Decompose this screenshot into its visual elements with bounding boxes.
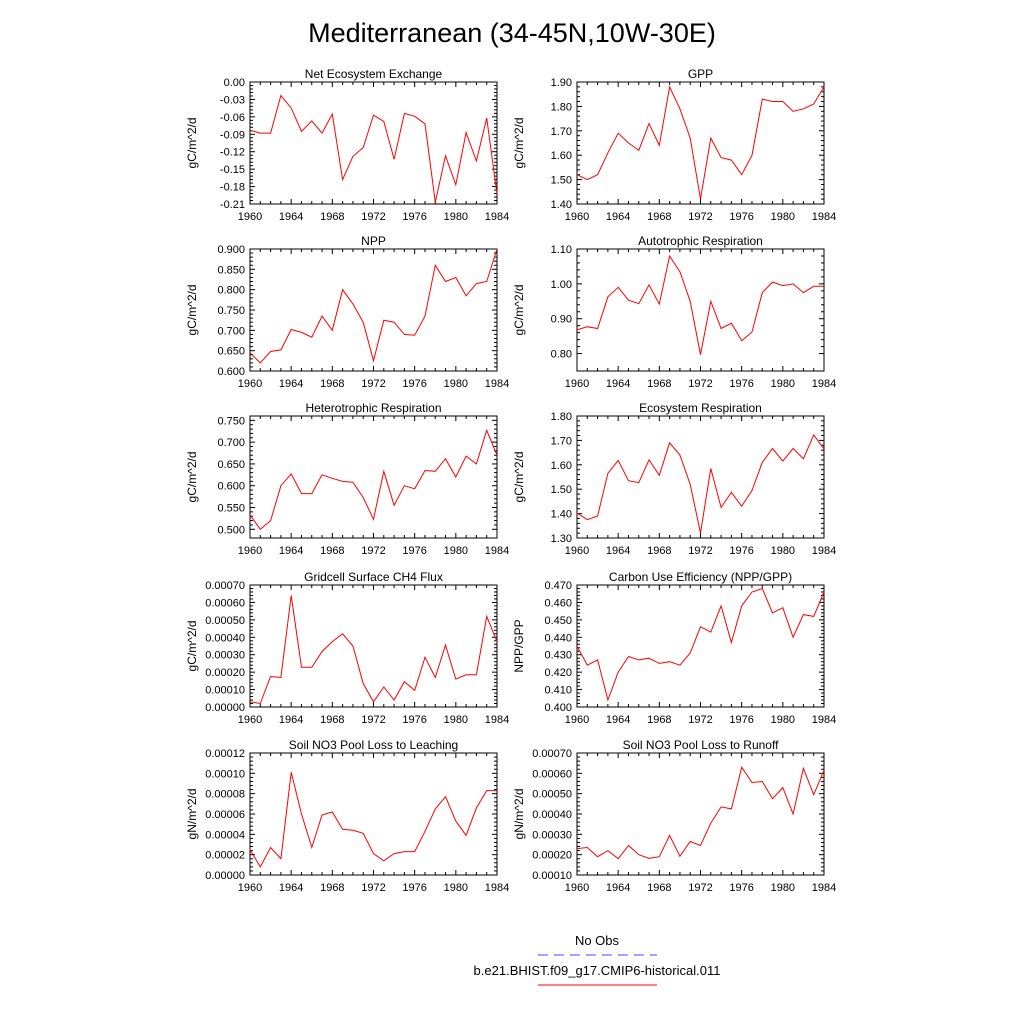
y-tick-label: 0.800 <box>217 284 245 297</box>
y-tick-label: 0.470 <box>544 580 572 592</box>
x-tick-label: 1980 <box>443 545 469 557</box>
x-tick-label: 1968 <box>320 378 345 390</box>
plot-frame <box>250 82 497 204</box>
x-tick-label: 1968 <box>320 211 345 223</box>
y-tick-label: -0.18 <box>219 181 245 194</box>
x-tick-label: 1976 <box>402 211 427 223</box>
y-tick-label: 1.60 <box>550 150 572 163</box>
y-tick-label: 0.750 <box>217 415 245 428</box>
legend <box>474 933 721 985</box>
y-axis-label: gC/m^2/d <box>512 451 526 503</box>
x-tick-label: 1976 <box>729 545 754 557</box>
x-tick-label: 1968 <box>647 211 672 223</box>
plot-frame <box>577 585 824 707</box>
y-axis-label: gN/m^2/d <box>185 788 199 840</box>
y-tick-label: -0.06 <box>219 111 245 124</box>
x-tick-label: 1960 <box>564 882 590 894</box>
y-axis-label: gC/m^2/d <box>512 284 526 336</box>
y-axis-label: gC/m^2/d <box>185 451 199 503</box>
y-tick-label: 0.00020 <box>532 849 572 862</box>
y-tick-label: 0.00 <box>223 77 245 89</box>
panel-title: Net Ecosystem Exchange <box>304 67 443 81</box>
y-tick-label: 0.00012 <box>205 748 245 760</box>
x-tick-label: 1964 <box>605 714 631 726</box>
x-tick-label: 1972 <box>688 882 713 894</box>
x-tick-label: 1976 <box>402 378 427 390</box>
chart-panel <box>185 738 509 894</box>
x-tick-label: 1964 <box>605 882 631 894</box>
y-tick-label: 0.750 <box>217 305 245 317</box>
series-line <box>250 249 497 363</box>
y-tick-label: 1.80 <box>550 101 572 114</box>
x-tick-label: 1960 <box>564 714 590 726</box>
plot-frame <box>577 753 824 875</box>
x-tick-label: 1960 <box>237 714 263 726</box>
y-tick-label: 0.00030 <box>205 649 245 662</box>
x-tick-label: 1968 <box>647 378 672 390</box>
y-tick-label: 0.00002 <box>205 849 245 862</box>
y-axis-label: NPP/GPP <box>512 619 526 673</box>
x-tick-label: 1976 <box>729 211 754 223</box>
y-tick-label: -0.21 <box>219 199 245 211</box>
chart-panel <box>185 401 509 557</box>
y-tick-label: 1.70 <box>550 435 572 448</box>
y-tick-label: 0.00010 <box>205 768 245 781</box>
y-tick-label: 0.00030 <box>532 829 572 842</box>
x-tick-label: 1960 <box>237 882 263 894</box>
legend-model-label: b.e21.BHIST.f09_g17.CMIP6-historical.011 <box>473 963 721 978</box>
y-tick-label: 0.500 <box>217 524 245 537</box>
x-tick-label: 1960 <box>237 545 263 557</box>
x-tick-label: 1980 <box>770 882 796 894</box>
plot-frame <box>577 416 824 538</box>
series-line <box>577 589 824 701</box>
y-tick-label: 0.00004 <box>205 829 245 842</box>
x-tick-label: 1968 <box>647 714 672 726</box>
panel-title: Autotrophic Respiration <box>638 234 763 248</box>
y-tick-label: 0.600 <box>217 366 245 378</box>
series-line <box>250 95 497 202</box>
y-tick-label: 1.30 <box>550 533 572 545</box>
y-axis-label: gC/m^2/d <box>185 620 199 672</box>
y-tick-label: 0.00050 <box>532 788 572 801</box>
y-tick-label: -0.09 <box>219 129 245 142</box>
y-tick-label: 1.50 <box>550 174 572 187</box>
chart-panel <box>185 67 509 223</box>
legend-obs-label: No Obs <box>574 933 620 948</box>
y-tick-label: 0.420 <box>544 667 572 680</box>
x-tick-label: 1984 <box>811 378 837 390</box>
x-tick-label: 1964 <box>605 378 631 390</box>
series-line <box>250 772 497 867</box>
figure-title: Mediterranean (34-45N,10W-30E) <box>308 18 716 48</box>
x-tick-label: 1980 <box>443 714 469 726</box>
y-tick-label: -0.03 <box>219 94 245 107</box>
y-tick-label: 0.00040 <box>205 632 245 645</box>
x-tick-label: 1964 <box>605 545 631 557</box>
y-tick-label: 0.00060 <box>532 768 572 781</box>
panel-title: Soil NO3 Pool Loss to Leaching <box>288 738 459 752</box>
panel-title: Heterotrophic Respiration <box>305 401 442 415</box>
y-axis-label: gC/m^2/d <box>185 284 199 336</box>
y-tick-label: 1.80 <box>550 411 572 423</box>
x-tick-label: 1960 <box>564 545 590 557</box>
plot-frame <box>250 753 497 875</box>
x-tick-label: 1964 <box>278 211 304 223</box>
x-tick-label: 1984 <box>484 211 510 223</box>
x-tick-label: 1972 <box>688 211 713 223</box>
y-tick-label: 0.440 <box>544 632 572 645</box>
y-tick-label: 0.700 <box>217 437 245 450</box>
x-tick-label: 1980 <box>770 378 796 390</box>
x-tick-label: 1984 <box>484 882 510 894</box>
x-tick-label: 1968 <box>647 545 672 557</box>
y-tick-label: 0.410 <box>544 684 572 697</box>
chart-panel <box>512 234 836 390</box>
y-axis-label: gC/m^2/d <box>185 117 199 169</box>
y-axis-label: gC/m^2/d <box>512 117 526 169</box>
x-tick-label: 1980 <box>443 211 469 223</box>
x-tick-label: 1960 <box>237 211 263 223</box>
x-tick-label: 1972 <box>688 545 713 557</box>
x-tick-label: 1980 <box>770 714 796 726</box>
y-tick-label: 0.90 <box>550 313 572 326</box>
x-tick-label: 1976 <box>729 378 754 390</box>
y-tick-label: 0.00006 <box>205 809 245 821</box>
x-tick-label: 1972 <box>361 714 386 726</box>
x-tick-label: 1976 <box>402 882 427 894</box>
y-tick-label: 0.650 <box>217 345 245 358</box>
panel-title: GPP <box>687 67 714 81</box>
x-tick-label: 1964 <box>278 545 304 557</box>
series-line <box>577 87 824 199</box>
x-tick-label: 1964 <box>605 211 631 223</box>
panel-title: Gridcell Surface CH4 Flux <box>304 570 443 584</box>
y-tick-label: 0.80 <box>550 348 572 361</box>
y-tick-label: 0.00070 <box>205 580 245 592</box>
x-tick-label: 1980 <box>770 545 796 557</box>
y-tick-label: 0.00010 <box>205 684 245 697</box>
x-tick-label: 1964 <box>278 882 304 894</box>
y-tick-label: -0.15 <box>219 164 245 177</box>
y-tick-label: 0.00040 <box>532 809 572 821</box>
y-tick-label: 1.10 <box>550 244 572 256</box>
x-tick-label: 1968 <box>320 545 345 557</box>
x-tick-label: 1980 <box>443 882 469 894</box>
x-tick-label: 1972 <box>361 211 386 223</box>
x-tick-label: 1964 <box>278 714 304 726</box>
y-tick-label: 0.00000 <box>205 870 245 882</box>
y-tick-label: 0.00060 <box>205 597 245 610</box>
y-tick-label: 1.00 <box>550 278 572 291</box>
x-tick-label: 1980 <box>770 211 796 223</box>
series-line <box>577 767 824 859</box>
x-tick-label: 1984 <box>811 211 837 223</box>
x-tick-label: 1960 <box>564 211 590 223</box>
y-tick-label: 1.90 <box>550 77 572 89</box>
y-tick-label: 0.650 <box>217 458 245 471</box>
y-tick-label: 0.00050 <box>205 614 245 627</box>
x-tick-label: 1972 <box>361 378 386 390</box>
y-tick-label: 0.00010 <box>532 870 572 882</box>
x-tick-label: 1984 <box>811 545 837 557</box>
y-tick-label: 0.00000 <box>205 702 245 714</box>
series-line <box>250 596 497 704</box>
y-tick-label: 1.50 <box>550 484 572 497</box>
x-tick-label: 1984 <box>484 714 510 726</box>
chart-panel <box>512 401 836 557</box>
x-tick-label: 1976 <box>729 882 754 894</box>
plot-frame <box>577 82 824 204</box>
panel-title: Soil NO3 Pool Loss to Runoff <box>622 738 779 752</box>
y-tick-label: 1.60 <box>550 459 572 472</box>
series-line <box>577 435 824 533</box>
series-line <box>250 430 497 529</box>
x-tick-label: 1968 <box>647 882 672 894</box>
y-tick-label: 0.00008 <box>205 788 245 801</box>
panel-title: Ecosystem Respiration <box>639 401 762 415</box>
x-tick-label: 1984 <box>484 378 510 390</box>
x-tick-label: 1976 <box>402 714 427 726</box>
series-line <box>577 256 824 355</box>
x-tick-label: 1960 <box>564 378 590 390</box>
y-tick-label: 0.00070 <box>532 748 572 760</box>
x-tick-label: 1964 <box>278 378 304 390</box>
x-tick-label: 1972 <box>688 378 713 390</box>
y-tick-label: 0.850 <box>217 264 245 277</box>
chart-panel <box>185 234 509 390</box>
y-axis-label: gN/m^2/d <box>512 788 526 840</box>
chart-panel <box>512 738 836 894</box>
chart-panel <box>512 67 836 223</box>
y-tick-label: 0.550 <box>217 502 245 515</box>
x-tick-label: 1984 <box>484 545 510 557</box>
y-tick-label: 0.900 <box>217 244 245 256</box>
x-tick-label: 1984 <box>811 714 837 726</box>
x-tick-label: 1968 <box>320 714 345 726</box>
y-tick-label: 0.00020 <box>205 667 245 680</box>
x-tick-label: 1968 <box>320 882 345 894</box>
x-tick-label: 1976 <box>729 714 754 726</box>
x-tick-label: 1972 <box>361 882 386 894</box>
y-tick-label: 1.40 <box>550 199 572 211</box>
x-tick-label: 1980 <box>443 378 469 390</box>
y-tick-label: 1.40 <box>550 508 572 521</box>
x-tick-label: 1972 <box>361 545 386 557</box>
panel-title: NPP <box>361 234 386 248</box>
panels <box>185 67 836 894</box>
y-tick-label: 0.430 <box>544 649 572 662</box>
y-tick-label: 0.400 <box>544 702 572 714</box>
y-tick-label: 0.600 <box>217 480 245 493</box>
x-tick-label: 1976 <box>402 545 427 557</box>
y-tick-label: 0.700 <box>217 325 245 338</box>
panel-title: Carbon Use Efficiency (NPP/GPP) <box>608 570 793 584</box>
y-tick-label: -0.12 <box>219 146 245 159</box>
y-tick-label: 1.70 <box>550 125 572 138</box>
plot-frame <box>250 585 497 707</box>
x-tick-label: 1984 <box>811 882 837 894</box>
chart-panel <box>512 570 836 726</box>
y-tick-label: 0.450 <box>544 614 572 627</box>
x-tick-label: 1972 <box>688 714 713 726</box>
plot-frame <box>250 249 497 371</box>
chart-panel <box>185 570 509 726</box>
y-tick-label: 0.460 <box>544 597 572 610</box>
x-tick-label: 1960 <box>237 378 263 390</box>
